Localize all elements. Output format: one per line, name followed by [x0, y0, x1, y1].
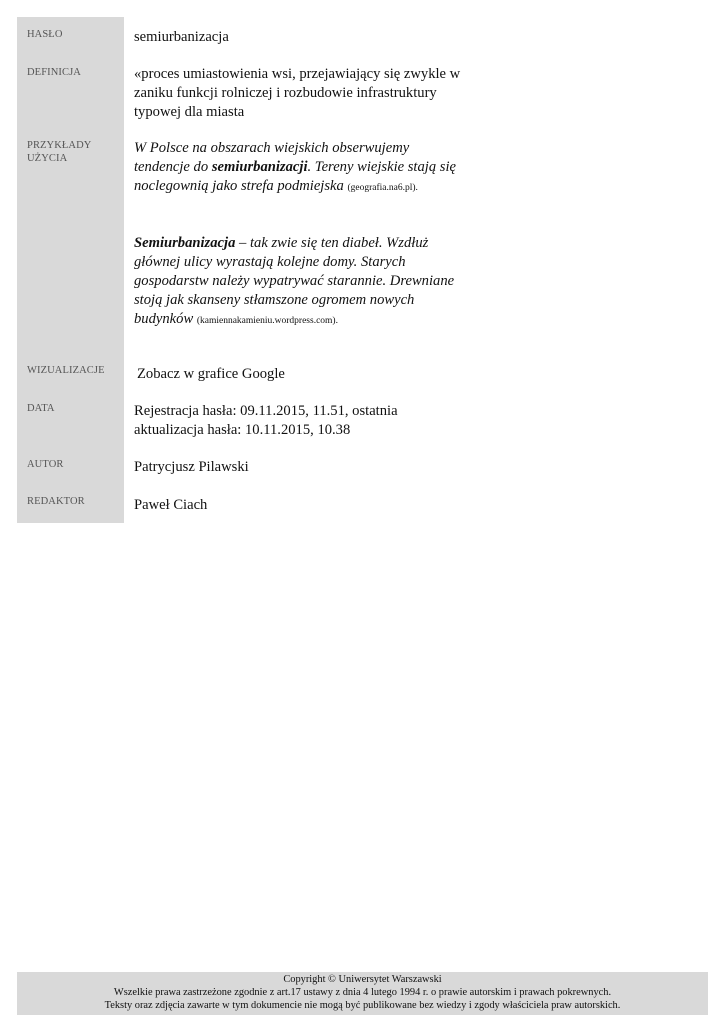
example-1 [134, 139, 464, 198]
example-1-source: (geografia.na6.pl). [347, 183, 418, 193]
label-definicja: DEFINICJA [27, 67, 81, 78]
google-images-link[interactable]: Zobacz w grafice Google [137, 366, 285, 382]
footer-line-2: Wszelkie prawa zastrzeżone zgodnie z art.17 ustawy z dnia 4 lutego 1994 r. o prawie autorskim i prawach pokrewnych. [113, 987, 612, 999]
label-autor: AUTOR [27, 459, 64, 470]
value-autor: Patrycjusz Pilawski [134, 459, 249, 475]
footer-line-1: Copyright © Uniwersytet Warszawski [283, 974, 442, 985]
label-column [17, 17, 124, 523]
value-definicja: «proces umiastowienia wsi, przejawiający się zwykle w zaniku funkcji rolniczej i rozbudowie infrastruktury typowej dla miasta [134, 66, 461, 120]
label-redaktor: REDAKTOR [27, 496, 85, 507]
value-haslo: semiurbanizacja [134, 29, 229, 45]
example-2-term: Semiurbanizacja [134, 235, 236, 251]
value-data: Rejestracja hasła: 09.11.2015, 11.51, ostatnia aktualizacja hasła: 10.11.2015, 10.38 [134, 403, 398, 438]
example-2 [134, 234, 464, 331]
label-przyklady-line1: PRZYKŁADY [27, 140, 92, 151]
example-1-text-b: . Tereny wiejskie stają się noclegownią jako strefa podmiejska [134, 159, 456, 194]
example-1-term: semiurbanizacji [211, 159, 308, 175]
example-1-text-a: W Polsce na obszarach wiejskich obserwujemy tendencje do [134, 140, 410, 175]
label-data: DATA [27, 403, 55, 414]
label-haslo: HASŁO [27, 29, 63, 40]
label-przyklady-line2: UŻYCIA [27, 153, 68, 164]
example-2-source: (kamiennakamieniu.wordpress.com). [196, 316, 338, 326]
copyright-footer [17, 972, 708, 1015]
example-2-text: – tak zwie się ten diabeł. Wzdłuż głównej ulicy wyrastają kolejne domy. Starych gospodarstw należy wypatrywać starannie. Drewniane stoją jak skanseny stłamszone ogromem nowych budynków [134, 235, 455, 327]
label-wizualizacje: WIZUALIZACJE [27, 365, 105, 376]
footer-line-3: Teksty oraz zdjęcia zawarte w tym dokumencie nie mogą być publikowane bez wiedzy i zgody właściciela praw autorskich. [104, 1000, 621, 1012]
value-redaktor: Paweł Ciach [134, 497, 208, 513]
label-przyklady [27, 139, 92, 165]
